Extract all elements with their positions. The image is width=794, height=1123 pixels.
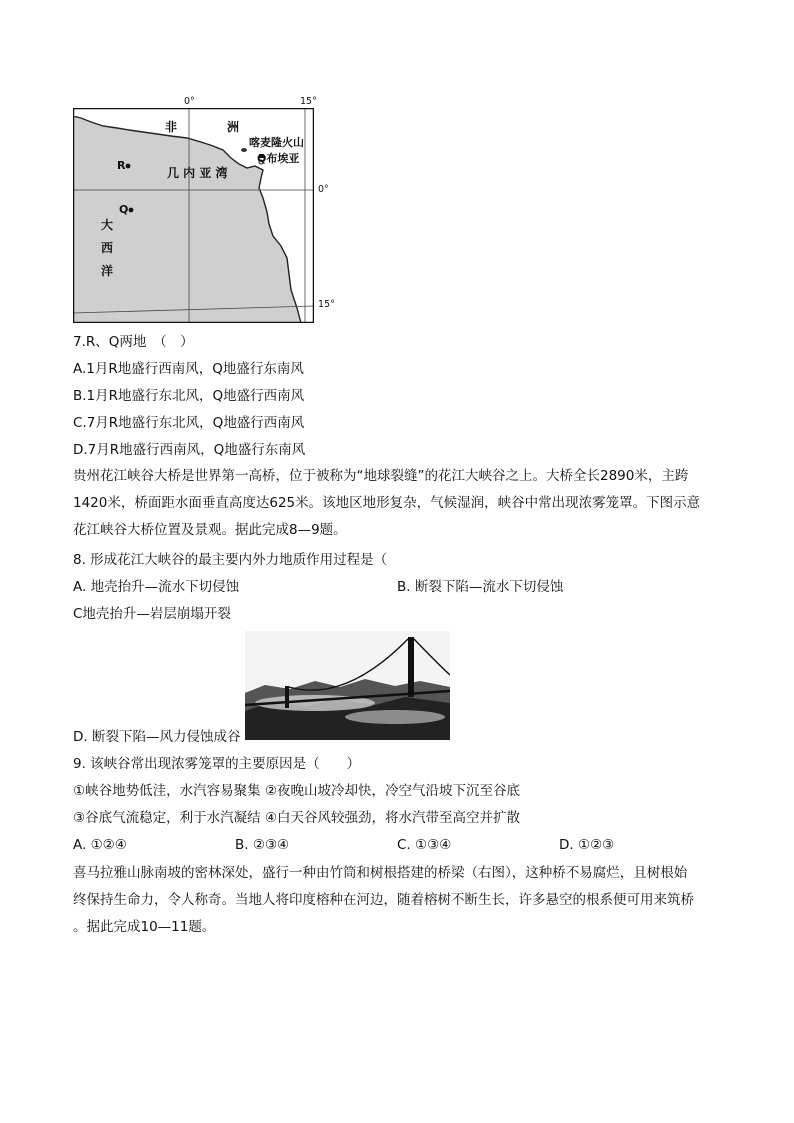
bridge-photo <box>245 631 450 740</box>
point-r-dot <box>126 164 131 169</box>
passage2-line2: 终保持生命力，令人称奇。当地人将印度榕种在河边，随着榕树不断生长，许多悬空的根系便可用来筑桥 <box>73 892 694 908</box>
q9-choice-d: D. ①②③ <box>559 837 615 853</box>
q8-stem: 8. 形成花江大峡谷的最主要内外力地质作用过程是（ <box>73 552 388 568</box>
passage1-line2: 1420米，桥面距水面垂直高度达625米。该地区地形复杂，气候湿润，峡谷中常出现浓雾笼罩。下图示意 <box>73 495 701 511</box>
africa-map-figure <box>73 108 314 323</box>
label-gulf-of-guinea: 几 内 亚 湾 <box>167 166 228 180</box>
q7-option-a: A.1月R地盛行西南风，Q地盛行东南风 <box>73 361 304 377</box>
q9-choice-a: A. ①②④ <box>73 837 127 853</box>
q9-choice-b: B. ②③④ <box>235 837 290 853</box>
label-buea: Q布埃亚 <box>257 152 300 165</box>
q7-option-b: B.1月R地盛行东北风，Q地盛行西南风 <box>73 388 305 404</box>
label-africa-1: 非 <box>165 120 178 134</box>
q7-option-c: C.7月R地盛行东北风，Q地盛行西南风 <box>73 415 305 431</box>
degree-label-15-top: 15° <box>300 96 317 107</box>
q8-option-a: A. 地壳抬升—流水下切侵蚀 <box>73 579 240 595</box>
q8-option-b: B. 断裂下陷—流水下切侵蚀 <box>397 579 564 595</box>
island-mark <box>241 148 247 152</box>
q9-options-line2: ③谷底气流稳定，利于水汽凝结 ④白天谷风较强劲，将水汽带至高空并扩散 <box>73 810 520 826</box>
passage2-line1: 喜马拉雅山脉南坡的密林深处，盛行一种由竹筒和树根搭建的桥梁（右图），这种桥不易腐烂，且树根始 <box>73 865 688 881</box>
degree-label-15-right: 15° <box>318 299 335 310</box>
q9-stem: 9. 该峡谷常出现浓雾笼罩的主要原因是（ ） <box>73 756 361 772</box>
label-r: R <box>117 159 126 172</box>
q8-option-c: C地壳抬升—岩层崩塌开裂 <box>73 606 231 622</box>
degree-label-0-right: 0° <box>318 184 329 195</box>
passage1-line1: 贵州花江峡谷大桥是世界第一高桥，位于被称为“地球裂缝”的花江大峡谷之上。大桥全长2890米，主跨 <box>73 468 689 484</box>
passage1-line3: 花江峡谷大桥位置及景观。据此完成8—9题。 <box>73 522 347 538</box>
passage2-line3: 。据此完成10—11题。 <box>73 919 216 935</box>
label-volcano: 喀麦隆火山 <box>249 136 304 149</box>
q7-option-d: D.7月R地盛行西南风，Q地盛行东南风 <box>73 442 306 458</box>
label-africa-2: 洲 <box>227 120 240 134</box>
bridge-photo-drawing <box>245 631 450 740</box>
label-atlantic-1: 大 <box>101 218 114 232</box>
degree-label-0-top: 0° <box>184 96 195 107</box>
label-q: Q <box>119 203 129 216</box>
q9-options-line1: ①峡谷地势低洼，水汽容易聚集 ②夜晚山坡冷却快，冷空气沿坡下沉至谷底 <box>73 783 520 799</box>
point-q-dot <box>129 208 134 213</box>
label-atlantic-2: 西 <box>101 241 114 255</box>
q9-choice-c: C. ①③④ <box>397 837 452 853</box>
label-atlantic-3: 洋 <box>101 264 114 278</box>
q8-option-d: D. 断裂下陷—风力侵蚀成谷 <box>73 729 241 745</box>
q7-stem: 7.R、Q两地 （ ） <box>73 334 194 350</box>
